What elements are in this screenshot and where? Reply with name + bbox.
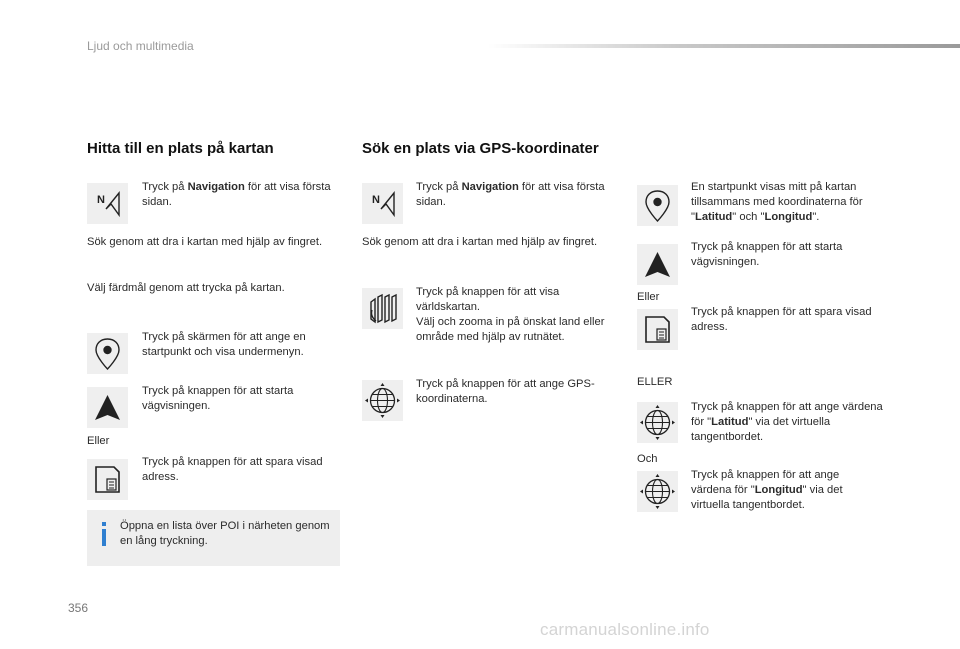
right-pin-text: En startpunkt visas mitt på kartan tillsammans med koordinaterna för "Latitud" och "Longitud". bbox=[691, 181, 863, 223]
svg-text:N: N bbox=[97, 194, 105, 206]
info-note-text: Öppna en lista över POI i närheten genom en lång tryckning. bbox=[120, 520, 330, 547]
right-lat-text: Tryck på knappen för att ange värdena för "Latitud" via det virtuella tangentbordet. bbox=[691, 401, 883, 443]
map-pin-icon bbox=[87, 333, 128, 374]
left-choose-text: Välj färdmål genom att trycka på kartan. bbox=[87, 282, 285, 294]
world-map-icon bbox=[362, 288, 403, 329]
left-save-text: Tryck på knappen för att spara visad adress. bbox=[142, 456, 323, 483]
left-pin-text: Tryck på skärmen för att ange en startpunkt och visa undermenyn. bbox=[142, 331, 306, 358]
left-or-label: Eller bbox=[87, 435, 110, 447]
right-save-text: Tryck på knappen för att spara visad adress. bbox=[691, 306, 872, 333]
left-nav-text: Tryck på Navigation för att visa första sidan. bbox=[142, 181, 331, 208]
mid-gps-text: Tryck på knappen för att ange GPS-koordinaterna. bbox=[416, 378, 595, 405]
right-lon-text: Tryck på knappen för att ange värdena för "Longitud" via det virtuella tangentbordet. bbox=[691, 469, 843, 511]
globe-icon bbox=[362, 380, 403, 421]
left-search-text: Sök genom att dra i kartan med hjälp av fingret. bbox=[87, 236, 323, 248]
mid-heading: Sök en plats via GPS-koordinater bbox=[362, 140, 599, 157]
globe-icon bbox=[637, 402, 678, 443]
save-icon bbox=[637, 309, 678, 350]
mid-world-text: Tryck på knappen för att visa världskartan. Välj och zooma in på önskat land eller område med hjälp av rutnätet. bbox=[416, 286, 605, 343]
right-or2-label: ELLER bbox=[637, 376, 673, 388]
navigation-icon bbox=[362, 183, 403, 224]
save-icon bbox=[87, 459, 128, 500]
right-and-label: Och bbox=[637, 453, 658, 465]
info-icon bbox=[99, 520, 109, 548]
navigation-icon bbox=[87, 183, 128, 224]
left-heading: Hitta till en plats på kartan bbox=[87, 140, 274, 157]
watermark: carmanualsonline.info bbox=[540, 620, 710, 639]
page-number: 356 bbox=[68, 601, 89, 615]
right-or-label: Eller bbox=[637, 291, 660, 303]
right-start-text: Tryck på knappen för att starta vägvisningen. bbox=[691, 241, 843, 268]
mid-search-text: Sök genom att dra i kartan med hjälp av fingret. bbox=[362, 236, 598, 248]
mid-nav-text: Tryck på Navigation för att visa första sidan. bbox=[416, 181, 605, 208]
start-guidance-icon bbox=[637, 244, 678, 285]
globe-icon bbox=[637, 471, 678, 512]
section-title: Ljud och multimedia bbox=[87, 39, 194, 53]
left-start-text: Tryck på knappen för att starta vägvisningen. bbox=[142, 385, 294, 412]
start-guidance-icon bbox=[87, 387, 128, 428]
header-rule bbox=[488, 44, 960, 48]
map-pin-icon bbox=[637, 185, 678, 226]
svg-text:N: N bbox=[372, 194, 380, 206]
